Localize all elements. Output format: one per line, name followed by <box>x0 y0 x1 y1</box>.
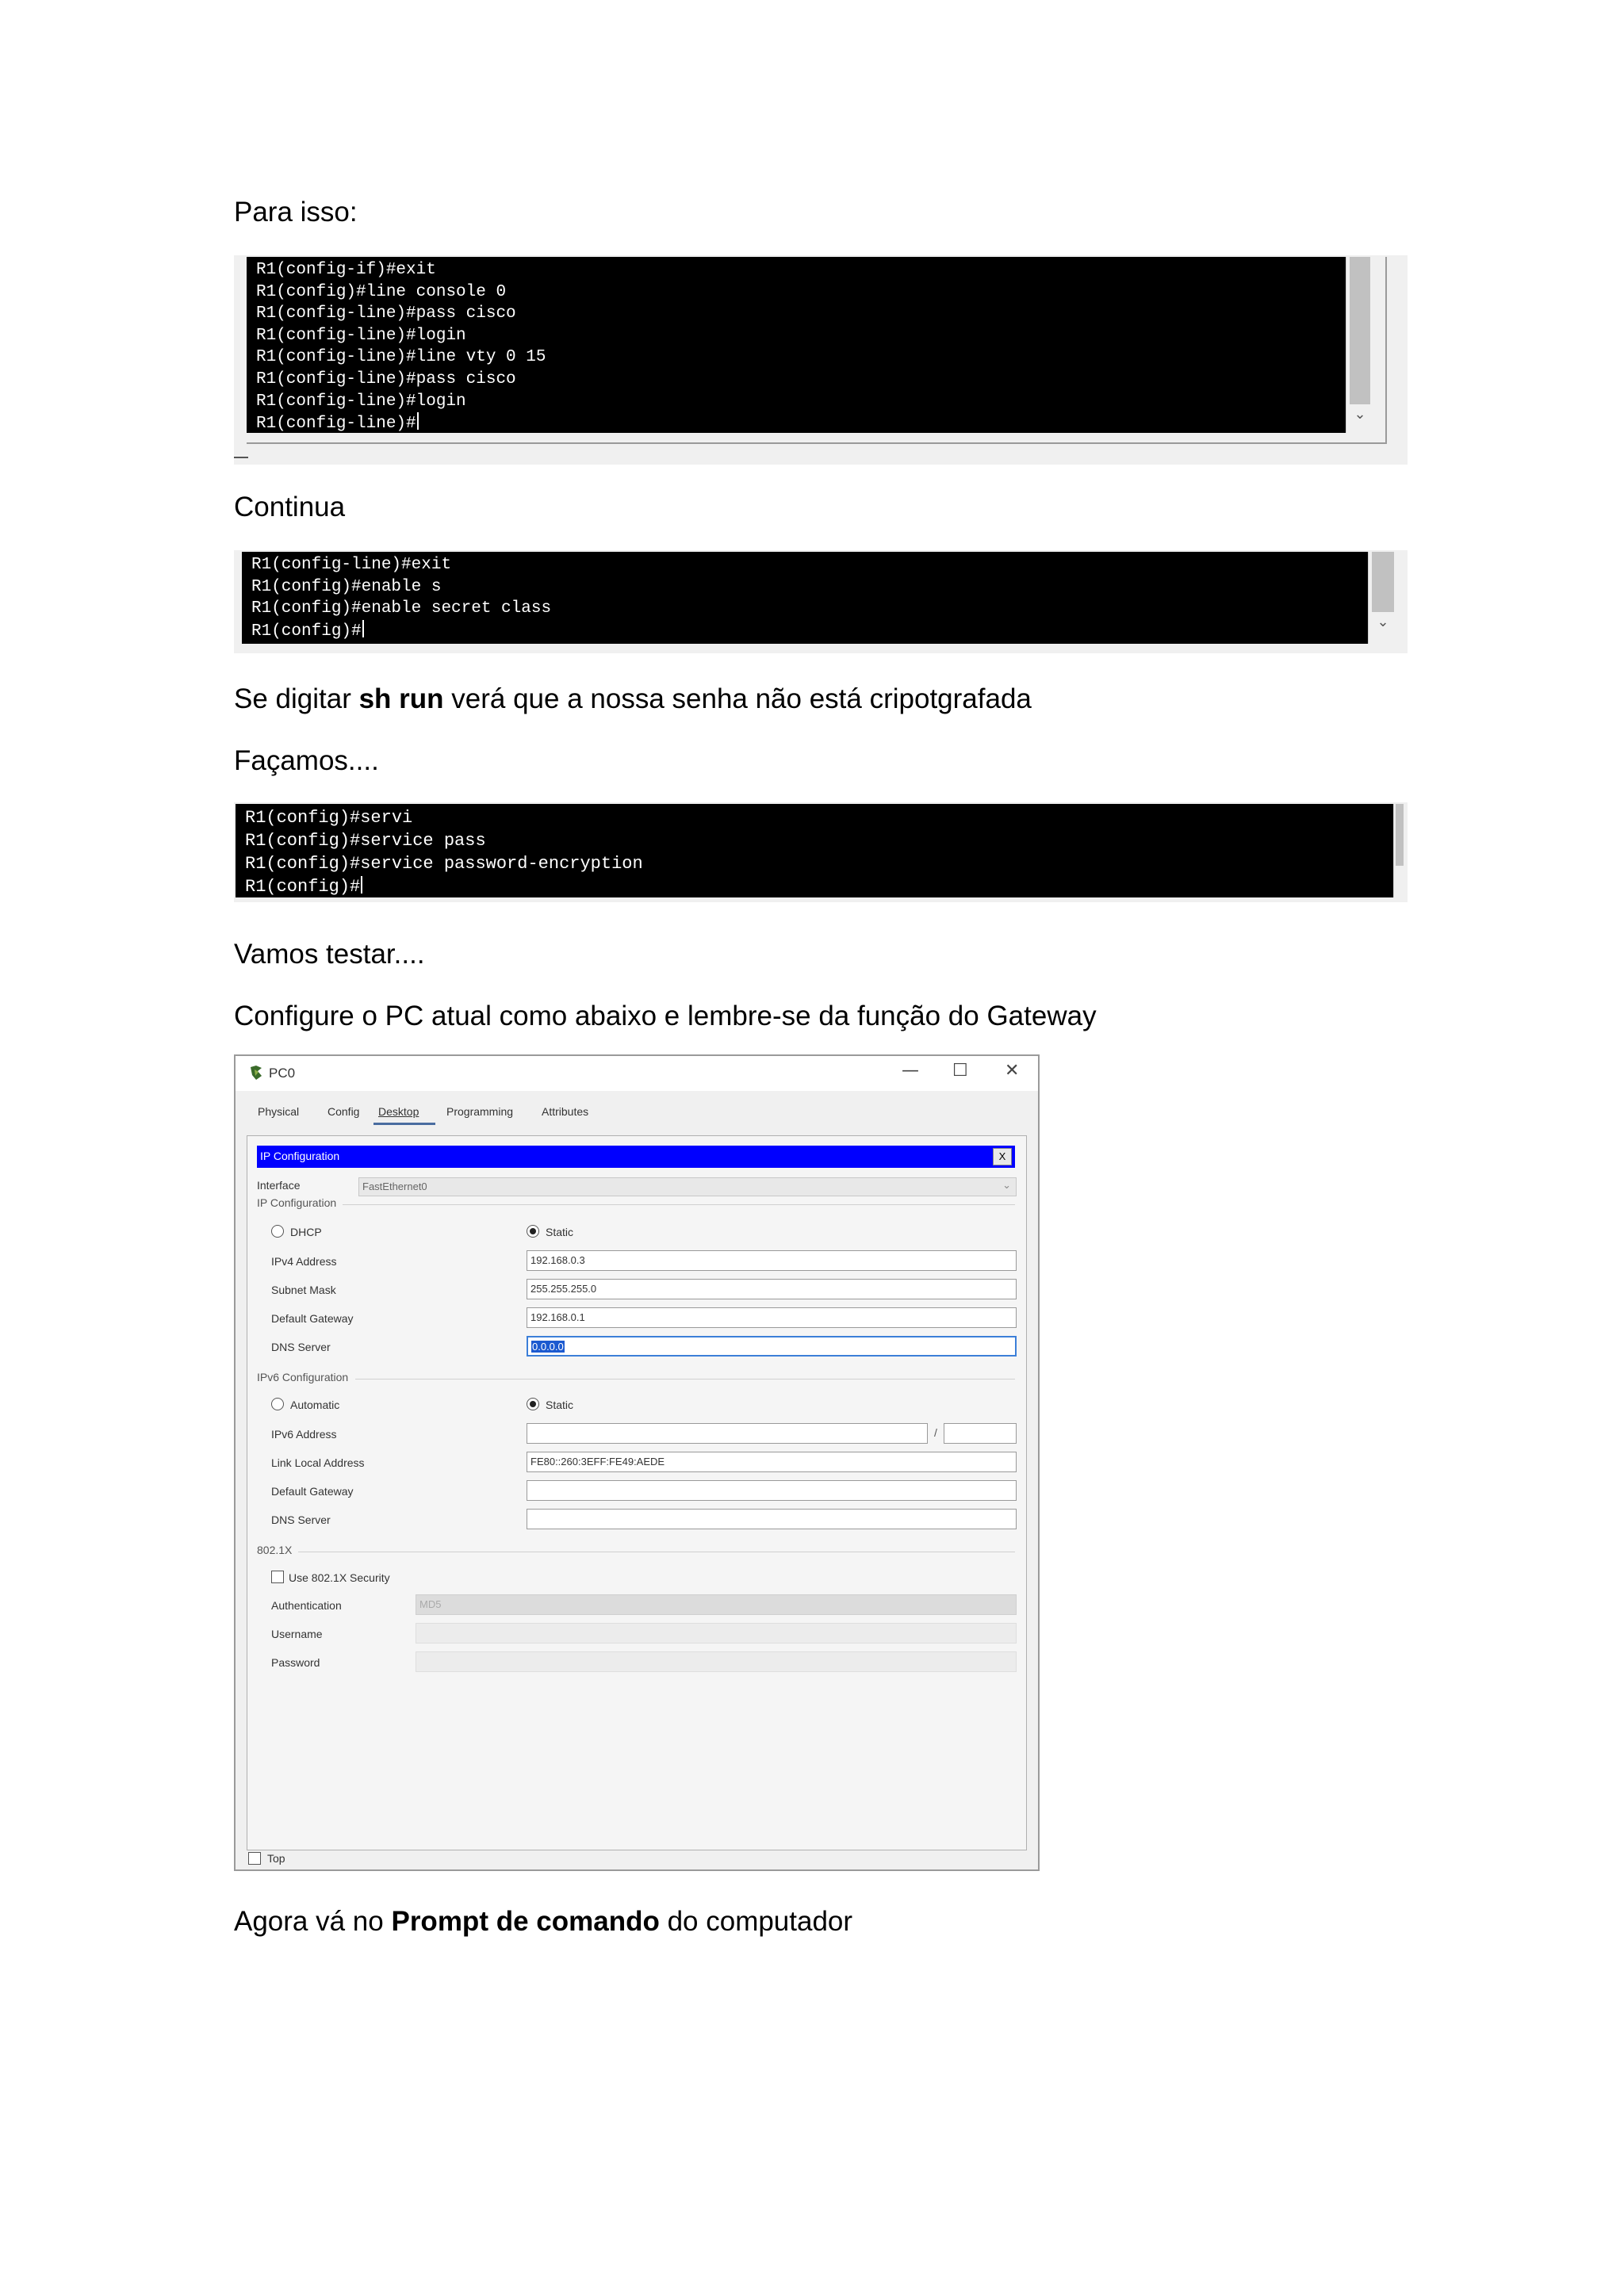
ipv6-address-label: IPv6 Address <box>271 1428 337 1441</box>
ipv4-address-label: IPv4 Address <box>271 1255 337 1268</box>
ipv6-default-gateway-label: Default Gateway <box>271 1485 354 1498</box>
paragraph-facamos: Façamos.... <box>234 745 379 776</box>
terminal-output <box>236 804 1393 897</box>
maximize-icon[interactable]: ☐ <box>952 1061 968 1081</box>
tab-config[interactable]: Config <box>327 1105 360 1118</box>
window-title: PC0 <box>269 1066 296 1081</box>
section-divider <box>355 1379 1015 1380</box>
interface-select[interactable]: FastEthernet0 ⌄ <box>358 1177 1017 1196</box>
subnet-mask-input[interactable]: 255.255.255.0 <box>527 1279 1017 1299</box>
dns-server-label: DNS Server <box>271 1341 331 1353</box>
section-divider <box>343 1204 1015 1205</box>
scrollbar-thumb[interactable] <box>1350 257 1370 404</box>
bold-term: Prompt de comando <box>391 1906 660 1937</box>
ipv6-default-gateway-input[interactable] <box>527 1480 1017 1501</box>
text-cursor <box>361 876 362 894</box>
window-titlebar <box>236 1056 1038 1091</box>
tab-programming[interactable]: Programming <box>446 1105 514 1118</box>
interface-label: Interface <box>257 1179 301 1192</box>
paragraph-prompt-de-comando: Agora vá no Prompt de comando do computador <box>234 1906 853 1937</box>
terminal-line: R1(config-if)#exit <box>256 261 436 279</box>
paragraph-para-isso: Para isso: <box>234 197 358 228</box>
dhcp-label: DHCP <box>290 1226 322 1238</box>
ipv6-section-title: IPv6 Configuration <box>257 1371 349 1383</box>
top-checkbox[interactable] <box>248 1852 261 1865</box>
vertical-scrollbar[interactable] <box>1393 804 1405 897</box>
scroll-down-arrow-icon[interactable]: ⌄ <box>1354 406 1366 423</box>
packet-tracer-pc-icon <box>248 1065 264 1081</box>
username-label: Username <box>271 1628 323 1640</box>
panel-close-button[interactable]: X <box>993 1148 1012 1165</box>
panel-title: IP Configuration <box>260 1150 340 1162</box>
terminal-line: R1(config-line)#pass cisco <box>256 369 516 388</box>
ipv6-dns-server-input[interactable] <box>527 1509 1017 1529</box>
ipv6-address-input[interactable] <box>527 1423 928 1444</box>
ipv4-address-input[interactable]: 192.168.0.3 <box>527 1250 1017 1271</box>
dot1x-section-title: 802.1X <box>257 1544 293 1556</box>
text-cursor <box>417 412 419 430</box>
automatic-label: Automatic <box>290 1399 340 1411</box>
authentication-select[interactable]: MD5 <box>416 1594 1017 1615</box>
paragraph-configure-pc: Configure o PC atual como abaixo e lembre-se da função do Gateway <box>234 1001 1097 1031</box>
terminal-line: R1(config-line)#pass cisco <box>256 304 516 323</box>
terminal-line: R1(config)# <box>245 877 361 897</box>
close-icon[interactable]: ✕ <box>1005 1061 1020 1081</box>
terminal-screenshot-3 <box>234 802 1408 902</box>
terminal-screenshot-1 <box>234 255 1408 465</box>
scrollbar-thumb[interactable] <box>1396 804 1404 866</box>
tab-physical[interactable]: Physical <box>258 1105 300 1118</box>
terminal-line: R1(config-line)# <box>256 415 416 433</box>
ip-configuration-panel <box>247 1135 1027 1850</box>
terminal-line: R1(config-line)#login <box>256 392 466 411</box>
subnet-mask-label: Subnet Mask <box>271 1284 336 1296</box>
terminal-line: R1(config)# <box>251 622 362 641</box>
vertical-scrollbar[interactable] <box>1346 257 1373 433</box>
link-local-address-input[interactable]: FE80::260:3EFF:FE49:AEDE <box>527 1452 1017 1472</box>
use-dot1x-label: Use 802.1X Security <box>289 1571 390 1584</box>
username-input[interactable] <box>416 1623 1017 1644</box>
prefix-separator: / <box>934 1426 937 1439</box>
bold-command: sh run <box>358 683 444 714</box>
terminal-screenshot-2 <box>234 550 1408 653</box>
top-label: Top <box>267 1852 285 1865</box>
tab-attributes[interactable]: Attributes <box>542 1105 589 1118</box>
link-local-address-label: Link Local Address <box>271 1456 365 1469</box>
static-ipv6-radio[interactable] <box>527 1398 539 1410</box>
text-cursor <box>362 620 364 637</box>
paragraph-sh-run: Se digitar sh run verá que a nossa senha não está cripotgrafada <box>234 683 1032 714</box>
terminal-line: R1(config-line)#login <box>256 326 466 345</box>
minimize-icon[interactable]: — <box>902 1061 919 1081</box>
terminal-output <box>247 257 1346 433</box>
terminal-output <box>242 552 1368 644</box>
terminal-line: R1(config)#line console 0 <box>256 282 507 301</box>
default-gateway-input[interactable]: 192.168.0.1 <box>527 1307 1017 1328</box>
tab-desktop[interactable]: Desktop <box>378 1105 419 1118</box>
scrollbar-thumb[interactable] <box>1372 552 1394 612</box>
terminal-line: R1(config-line)#exit <box>251 556 452 574</box>
paragraph-vamos-testar: Vamos testar.... <box>234 939 425 970</box>
dhcp-radio[interactable] <box>271 1225 284 1238</box>
paragraph-continua: Continua <box>234 492 346 522</box>
authentication-label: Authentication <box>271 1599 342 1612</box>
ipv4-section-title: IP Configuration <box>257 1196 337 1209</box>
ipv6-prefix-input[interactable] <box>944 1423 1017 1444</box>
active-tab-indicator <box>373 1123 435 1125</box>
password-label: Password <box>271 1656 320 1669</box>
vertical-scrollbar[interactable] <box>1368 552 1397 644</box>
automatic-radio[interactable] <box>271 1398 284 1410</box>
pc0-window <box>234 1054 1040 1871</box>
default-gateway-label: Default Gateway <box>271 1312 354 1325</box>
terminal-line: R1(config)#service pass <box>245 831 486 851</box>
static-radio[interactable] <box>527 1225 539 1238</box>
dns-server-input[interactable]: 0.0.0.0 <box>527 1336 1017 1357</box>
use-dot1x-checkbox[interactable] <box>271 1571 284 1583</box>
terminal-line: R1(config)#enable s <box>251 577 442 596</box>
terminal-line: R1(config)#service password-encryption <box>245 854 643 874</box>
ipv6-dns-server-label: DNS Server <box>271 1513 331 1526</box>
scroll-down-arrow-icon[interactable]: ⌄ <box>1377 614 1389 630</box>
password-input[interactable] <box>416 1651 1017 1672</box>
terminal-line: R1(config)#enable secret class <box>251 599 552 618</box>
terminal-line: R1(config)#servi <box>245 808 413 828</box>
terminal-line: R1(config-line)#line vty 0 15 <box>256 348 546 367</box>
ip-configuration-titlebar <box>257 1146 1015 1168</box>
static-label: Static <box>546 1226 574 1238</box>
static-ipv6-label: Static <box>546 1399 574 1411</box>
chevron-down-icon: ⌄ <box>1002 1179 1011 1191</box>
